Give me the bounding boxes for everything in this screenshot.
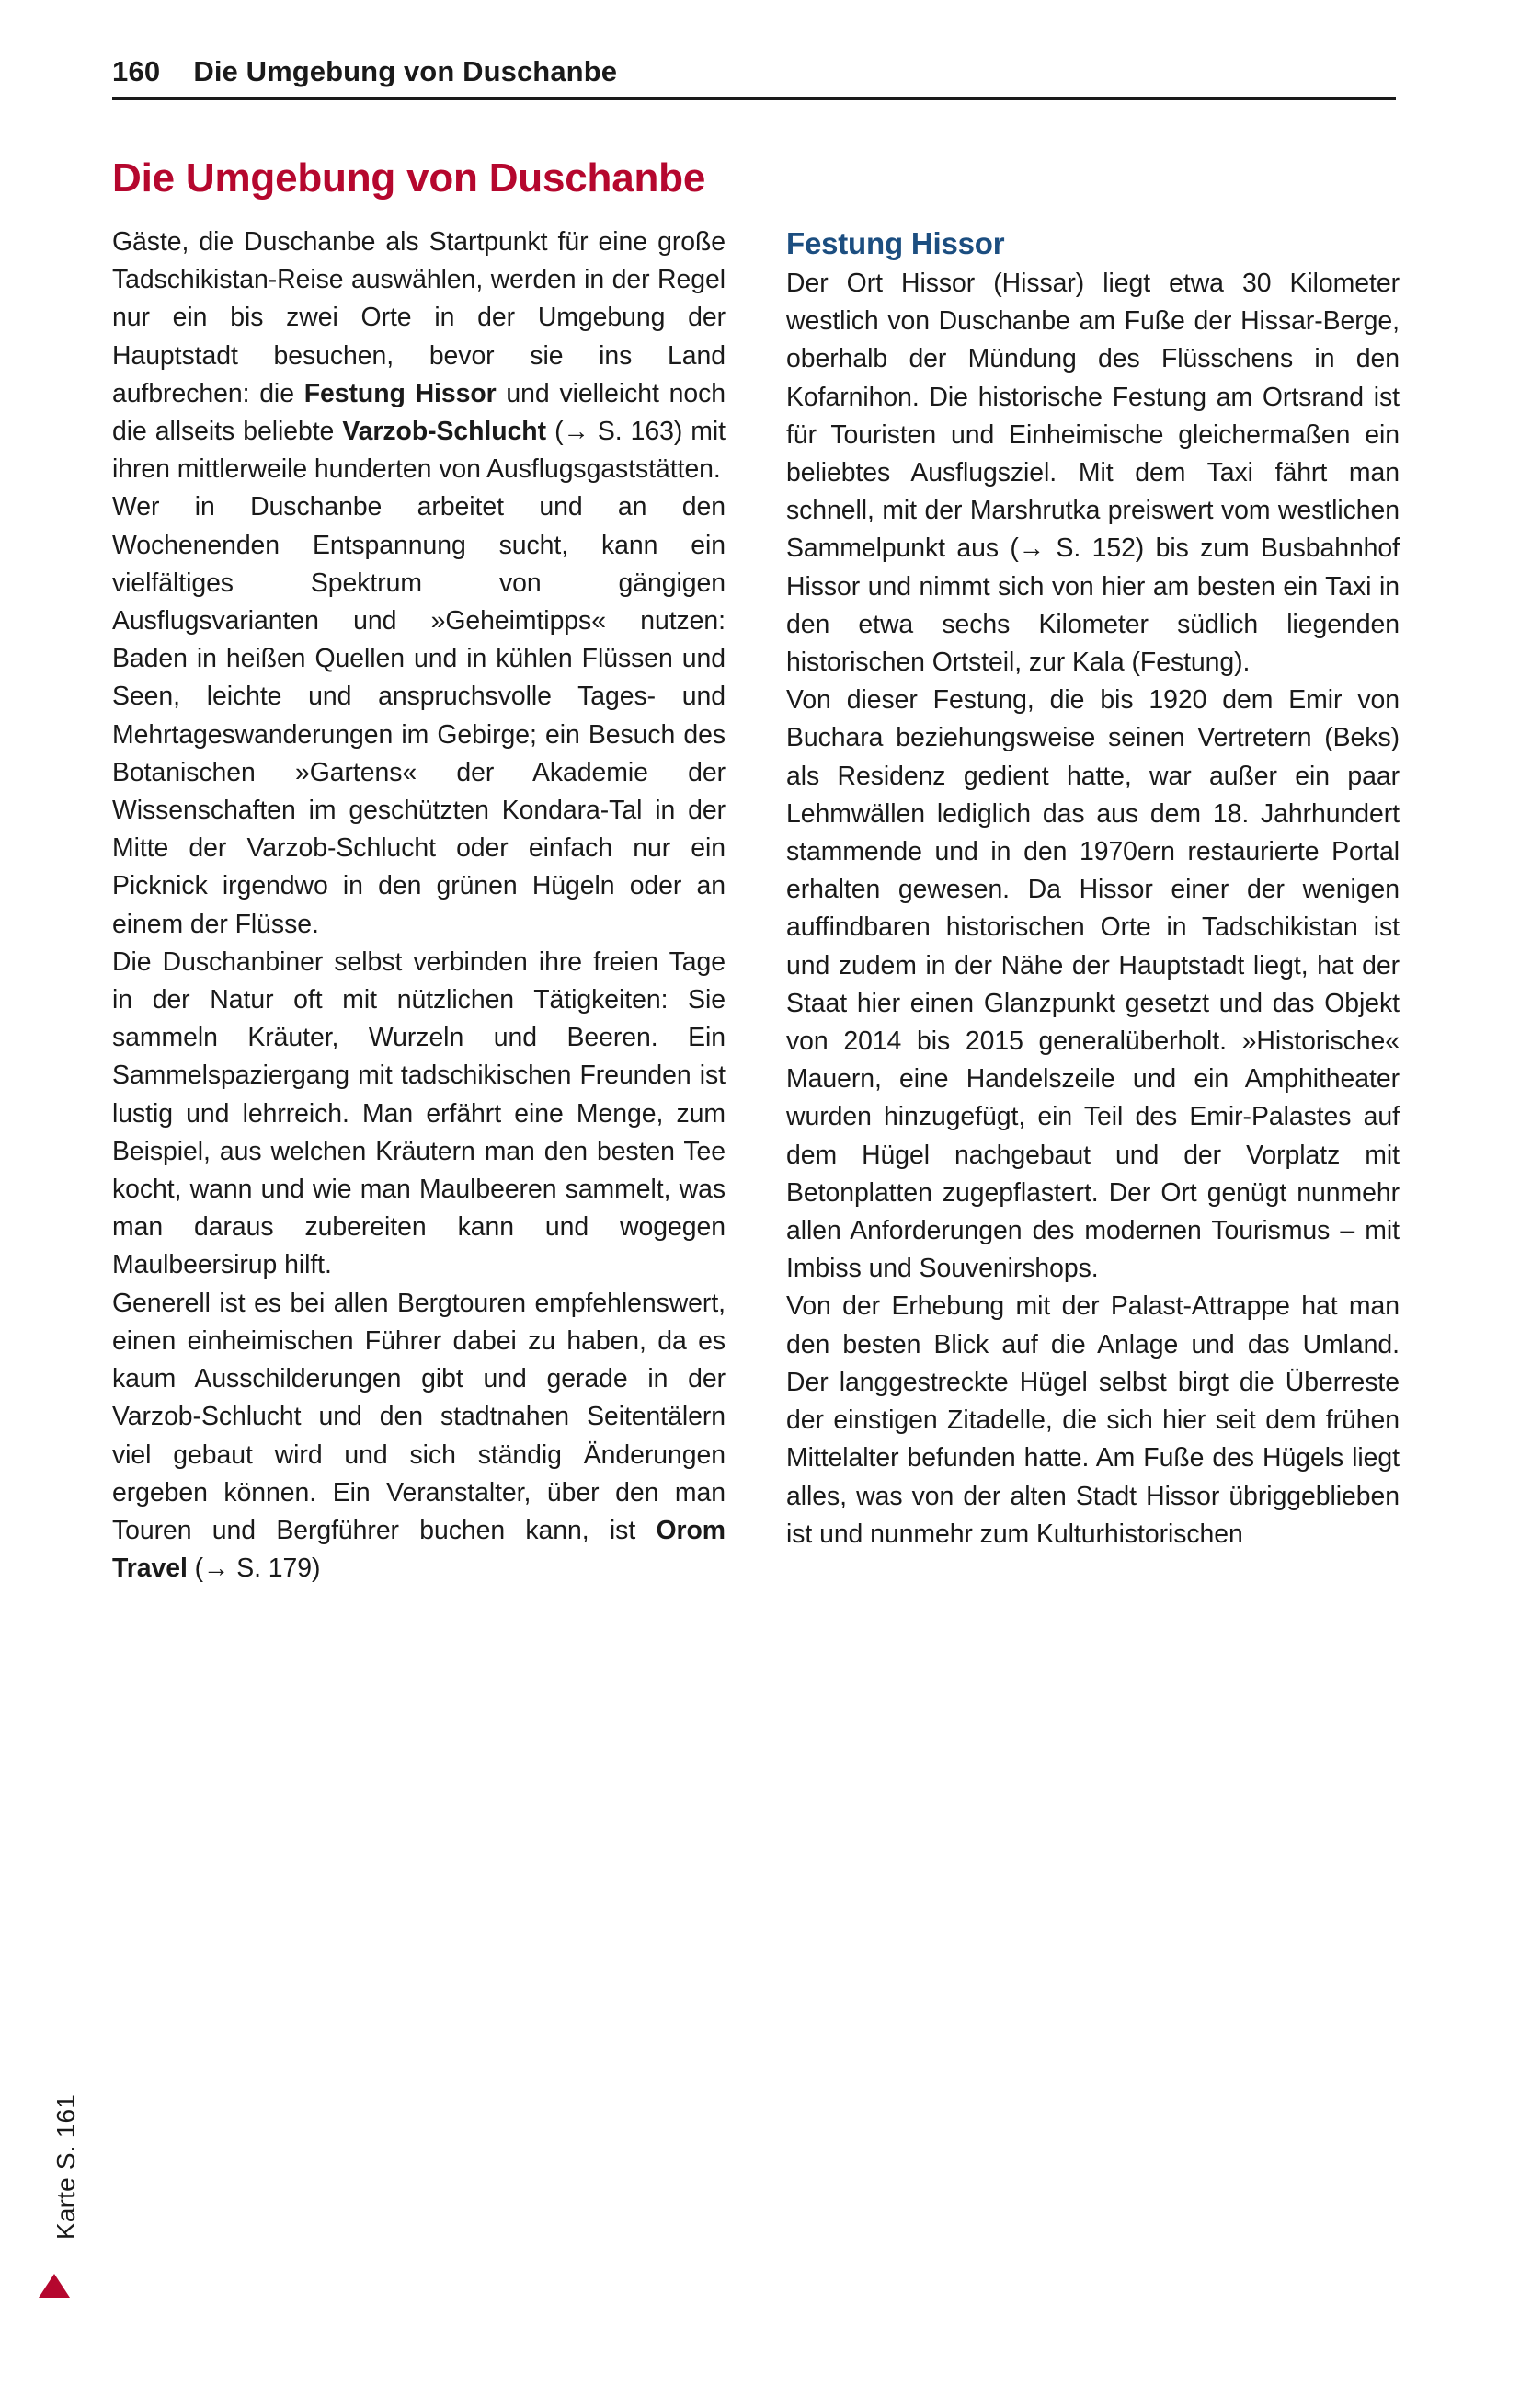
right-paragraph xyxy=(786,682,1400,1288)
emphasized-term: Varzob-Schlucht xyxy=(342,417,547,447)
text-run: und vielleicht noch die allseits beliebte xyxy=(112,378,726,447)
left-paragraph xyxy=(112,488,726,943)
chapter-title: Die Umgebung von Duschanbe xyxy=(112,155,706,201)
running-head-title: Die Umgebung von Duschanbe xyxy=(193,55,618,87)
body-columns xyxy=(112,224,1400,2265)
running-head xyxy=(112,55,1400,110)
text-run: Wer in Duschanbe arbeitet und an den Wochenenden Entspannung sucht, kann ein vielfältiges Spektrum von gängigen Ausflugsvarianten und »Geheimtipps« nutzen: Baden in heißen Quellen und in kühlen Flüssen und Seen, leichte und anspruchsvolle Tages- und Mehrtageswanderungen im Gebirge; ein Besuch des Botanischen »Gartens« der Akademie der Wissenschaften im geschützten Kondara-Tal in der Mitte der Varzob-Schlucht oder einfach nur ein Picknick irgendwo in den grünen Hügeln oder an einem der Flüsse. xyxy=(112,492,726,939)
margin-tab xyxy=(24,2005,88,2373)
margin-tab-label: Karte S. 161 xyxy=(51,2093,80,2241)
text-run: Der Ort Hissor (Hissar) liegt etwa 30 Kilometer westlich von Duschanbe am Fuße der Hissar-Berge, oberhalb der Mündung des Flüsschens in den Kofarnihon. Die historische Festung am Ortsrand ist für Touristen und Einheimische gleichermaßen ein beliebtes Ausflugsziel. Mit dem Taxi fährt man schnell, mit der Marshrutka preiswert vom westlichen Sammelpunkt aus (→ S. 152) bis zum Busbahnhof Hissor und nimmt sich von hier am besten ein Taxi in den etwa sechs Kilometer südlich liegenden historischen Ortsteil, zur Kala (Festung). xyxy=(786,269,1400,678)
right-column-paragraphs xyxy=(786,265,1400,1554)
text-run: Generell ist es bei allen Bergtouren empfehlenswert, einen einheimischen Führer dabei zu haben, da es kaum Ausschilderungen gibt und gerade in der Varzob-Schlucht und den stadtnahen Seitentälern viel gebaut wird und sich ständig Änderungen ergeben können. Ein Veranstalter, über den man Touren und Bergführer buchen kann, ist xyxy=(112,1288,726,1545)
text-run: Gäste, die Duschanbe als Startpunkt für eine große Tadschikistan-Reise auswählen, werden in der Regel nur ein bis zwei Orte in der Umgebung der Hauptstadt besuchen, bevor sie ins Land aufbrechen: die xyxy=(112,227,726,408)
text-run: Die Duschanbiner selbst verbinden ihre freien Tage in der Natur oft mit nützlichen Tätigkeiten: Sie sammeln Kräuter, Wurzeln und Beeren. Ein Sammelspaziergang mit tadschikischen Freunden ist lustig und lehrreich. Man erfährt eine Menge, zum Beispiel, aus welchen Kräutern man den besten Tee kocht, wann und wie man Maulbeeren sammelt, was man daraus zubereiten kann und wogegen Maulbeersirup hilft. xyxy=(112,946,726,1280)
text-run: Von dieser Festung, die bis 1920 dem Emir von Buchara beziehungsweise seinen Vertretern (Beks) als Residenz gedient hatte, war außer ein paar Lehmwällen lediglich das aus dem 18. Jahrhundert stammende und in den 1970ern restaurierte Portal erhalten gewesen. Da Hissor einer der wenigen auffindbaren historischen Orte in Tadschikistan ist und zudem in der Nähe der Hauptstadt liegt, hat der Staat hier einen Glanzpunkt gesetzt und das Objekt von 2014 bis 2015 generalüberholt. »Historische« Mauern, eine Handelszeile und ein Amphitheater wurden hinzugefügt, ein Teil des Emir-Palastes auf dem Hügel nachgebaut und der Vorplatz mit Betonplatten zugepflastert. Der Ort genügt nunmehr allen Anforderungen des modernen Tourismus – mit Imbiss und Souvenirshops. xyxy=(786,685,1400,1284)
running-head-rule xyxy=(112,55,1396,100)
text-run: (→ S. 179) xyxy=(187,1554,321,1584)
page-number: 160 xyxy=(112,55,161,87)
right-paragraph xyxy=(786,265,1400,682)
emphasized-term: Orom Travel xyxy=(112,1515,726,1584)
triangle-up-icon xyxy=(39,2274,70,2298)
right-column xyxy=(786,224,1400,2265)
text-run: (→ S. 163) mit ihren mittlerweile hunderten von Ausflugsgaststätten. xyxy=(112,417,726,485)
left-paragraph xyxy=(112,944,726,1285)
left-paragraph xyxy=(112,224,726,488)
left-paragraph xyxy=(112,1285,726,1588)
emphasized-term: Festung Hissor xyxy=(303,378,497,408)
right-paragraph xyxy=(786,1288,1400,1553)
text-run: Von der Erhebung mit der Palast-Attrappe hat man den besten Blick auf die Anlage und das Umland. Der langgestreckte Hügel selbst birgt die Überreste der einstigen Zitadelle, die sich hier seit dem frühen Mittelalter befunden hatte. Am Fuße des Hügels liegt alles, was von der alten Stadt Hissor übriggeblieben ist und nunmehr zum Kulturhistorischen xyxy=(786,1291,1400,1549)
section-heading-festung-hissor: Festung Hissor xyxy=(786,226,1005,260)
left-column xyxy=(112,224,726,2265)
